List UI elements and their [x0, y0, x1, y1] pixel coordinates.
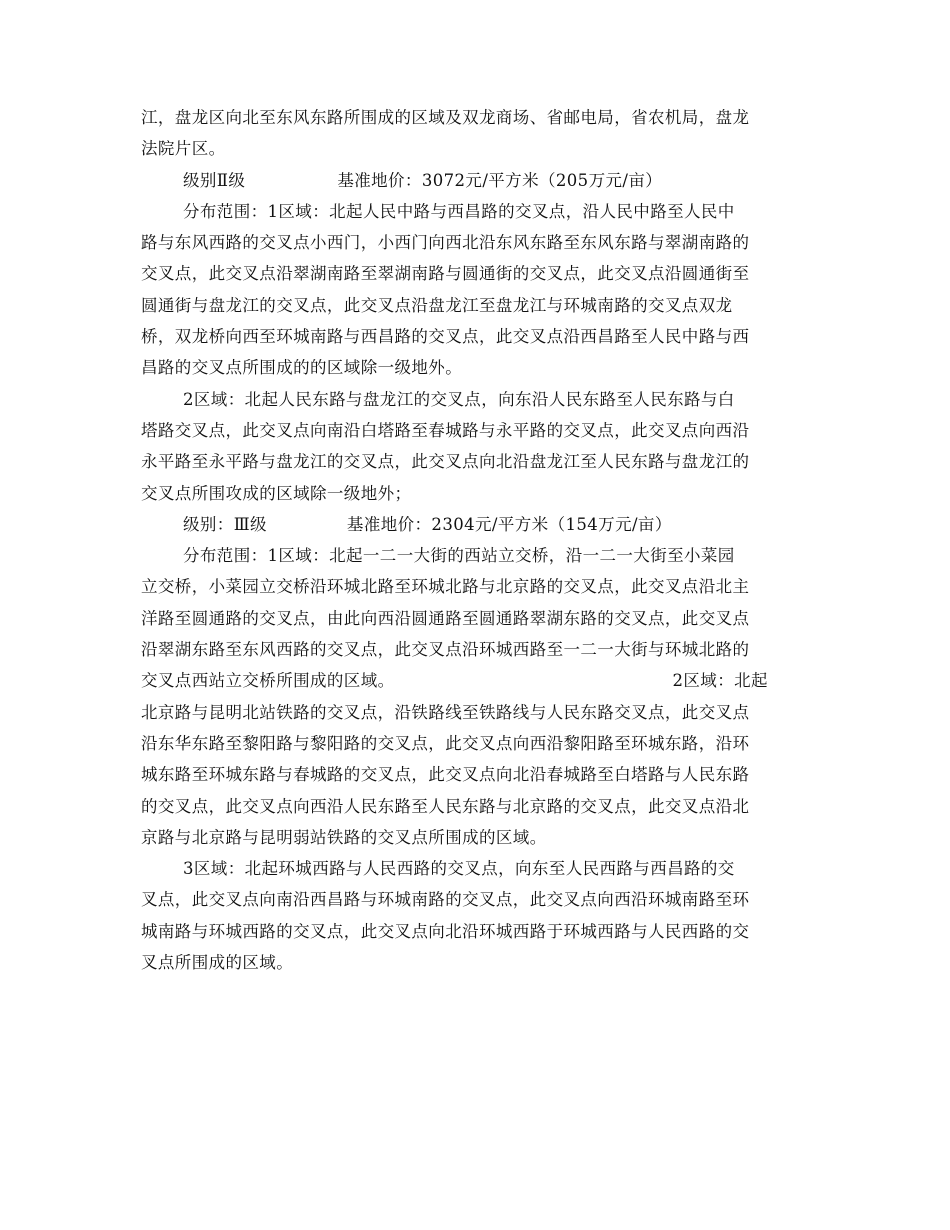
text-line: 法院片区。	[141, 139, 226, 159]
document-body	[141, 102, 813, 978]
text-line: 叉点，此交叉点向南沿西昌路与环城南路的交叉点，此交叉点向西沿环城南路至环	[141, 890, 750, 910]
text-line: 2区域：北起人民东路与盘龙江的交叉点，向东沿人民东路至人民东路与白	[183, 389, 735, 409]
text-line-part: 2区域：北起	[672, 671, 768, 691]
text-line: 北京路与昆明北站铁路的交叉点，沿铁路线至铁路线与人民东路交叉点，此交叉点	[141, 702, 750, 722]
text-line: 分布范围：1区域：北起人民中路与西昌路的交叉点，沿人民中路至人民中	[183, 201, 735, 221]
grade-2-heading	[141, 165, 813, 196]
text-line: 沿翠湖东路至东风西路的交叉点，此交叉点沿环城西路至一二一大街与环城北路的	[141, 640, 750, 660]
text-line: 交叉点所围攻成的区域除一级地外；	[141, 483, 412, 503]
text-line: 塔路交叉点，此交叉点向南沿白塔路至春城路与永平路的交叉点，此交叉点向西沿	[141, 420, 750, 440]
grade-2-label: 级别Ⅱ级	[183, 170, 246, 190]
text-line: 立交桥，小菜园立交桥沿环城北路至环城北路与北京路的交叉点，此交叉点沿北主	[141, 577, 750, 597]
text-line: 桥，双龙桥向西至环城南路与西昌路的交叉点，此交叉点沿西昌路至人民中路与西	[141, 327, 750, 347]
text-line: 京路与北京路与昆明弱站铁路的交叉点所围成的区域。	[141, 827, 547, 847]
text-line: 叉点所围成的区域。	[141, 953, 294, 973]
text-line	[141, 665, 813, 696]
text-line: 的交叉点，此交叉点向西沿人民东路至人民东路与北京路的交叉点，此交叉点沿北	[141, 796, 750, 816]
text-line: 城东路至环城东路与春城路的交叉点，此交叉点向北沿春城路至白塔路与人民东路	[141, 765, 750, 785]
text-line: 永平路至永平路与盘龙江的交叉点，此交叉点向北沿盘龙江至人民东路与盘龙江的	[141, 452, 750, 472]
text-line: 洋路至圆通路的交叉点，由此向西沿圆通路至圆通路翠湖东路的交叉点，此交叉点	[141, 608, 750, 628]
text-line: 江，盘龙区向北至东风东路所围成的区域及双龙商场、省邮电局，省农机局，盘龙	[141, 108, 750, 127]
text-line: 交叉点，此交叉点沿翠湖南路至翠湖南路与圆通街的交叉点，此交叉点沿圆通街至	[141, 264, 750, 284]
text-line: 分布范围：1区域：北起一二一大街的西站立交桥，沿一二一大街至小菜园	[183, 546, 735, 566]
grade-2-price: 基准地价：3072元/平方米（205万元/亩）	[337, 170, 663, 190]
text-line-part: 交叉点西站立交桥所围成的区域。	[141, 671, 395, 691]
text-line: 路与东风西路的交叉点小西门，小西门向西北沿东风东路至东风东路与翠湖南路的	[141, 233, 750, 253]
grade-3-label: 级别：Ⅲ级	[183, 514, 267, 534]
grade-3-heading	[141, 509, 813, 540]
text-line: 3区域：北起环城西路与人民西路的交叉点，向东至人民西路与西昌路的交	[183, 859, 735, 879]
text-line: 沿东华东路至黎阳路与黎阳路的交叉点，此交叉点向西沿黎阳路至环城东路，沿环	[141, 733, 750, 753]
text-line: 圆通街与盘龙江的交叉点，此交叉点沿盘龙江至盘龙江与环城南路的交叉点双龙	[141, 295, 733, 315]
text-line: 城南路与环城西路的交叉点，此交叉点向北沿环城西路于环城西路与人民西路的交	[141, 921, 750, 941]
text-line: 昌路的交叉点所围成的的区域除一级地外。	[141, 358, 463, 378]
grade-3-price: 基准地价：2304元/平方米（154万元/亩）	[346, 514, 672, 534]
